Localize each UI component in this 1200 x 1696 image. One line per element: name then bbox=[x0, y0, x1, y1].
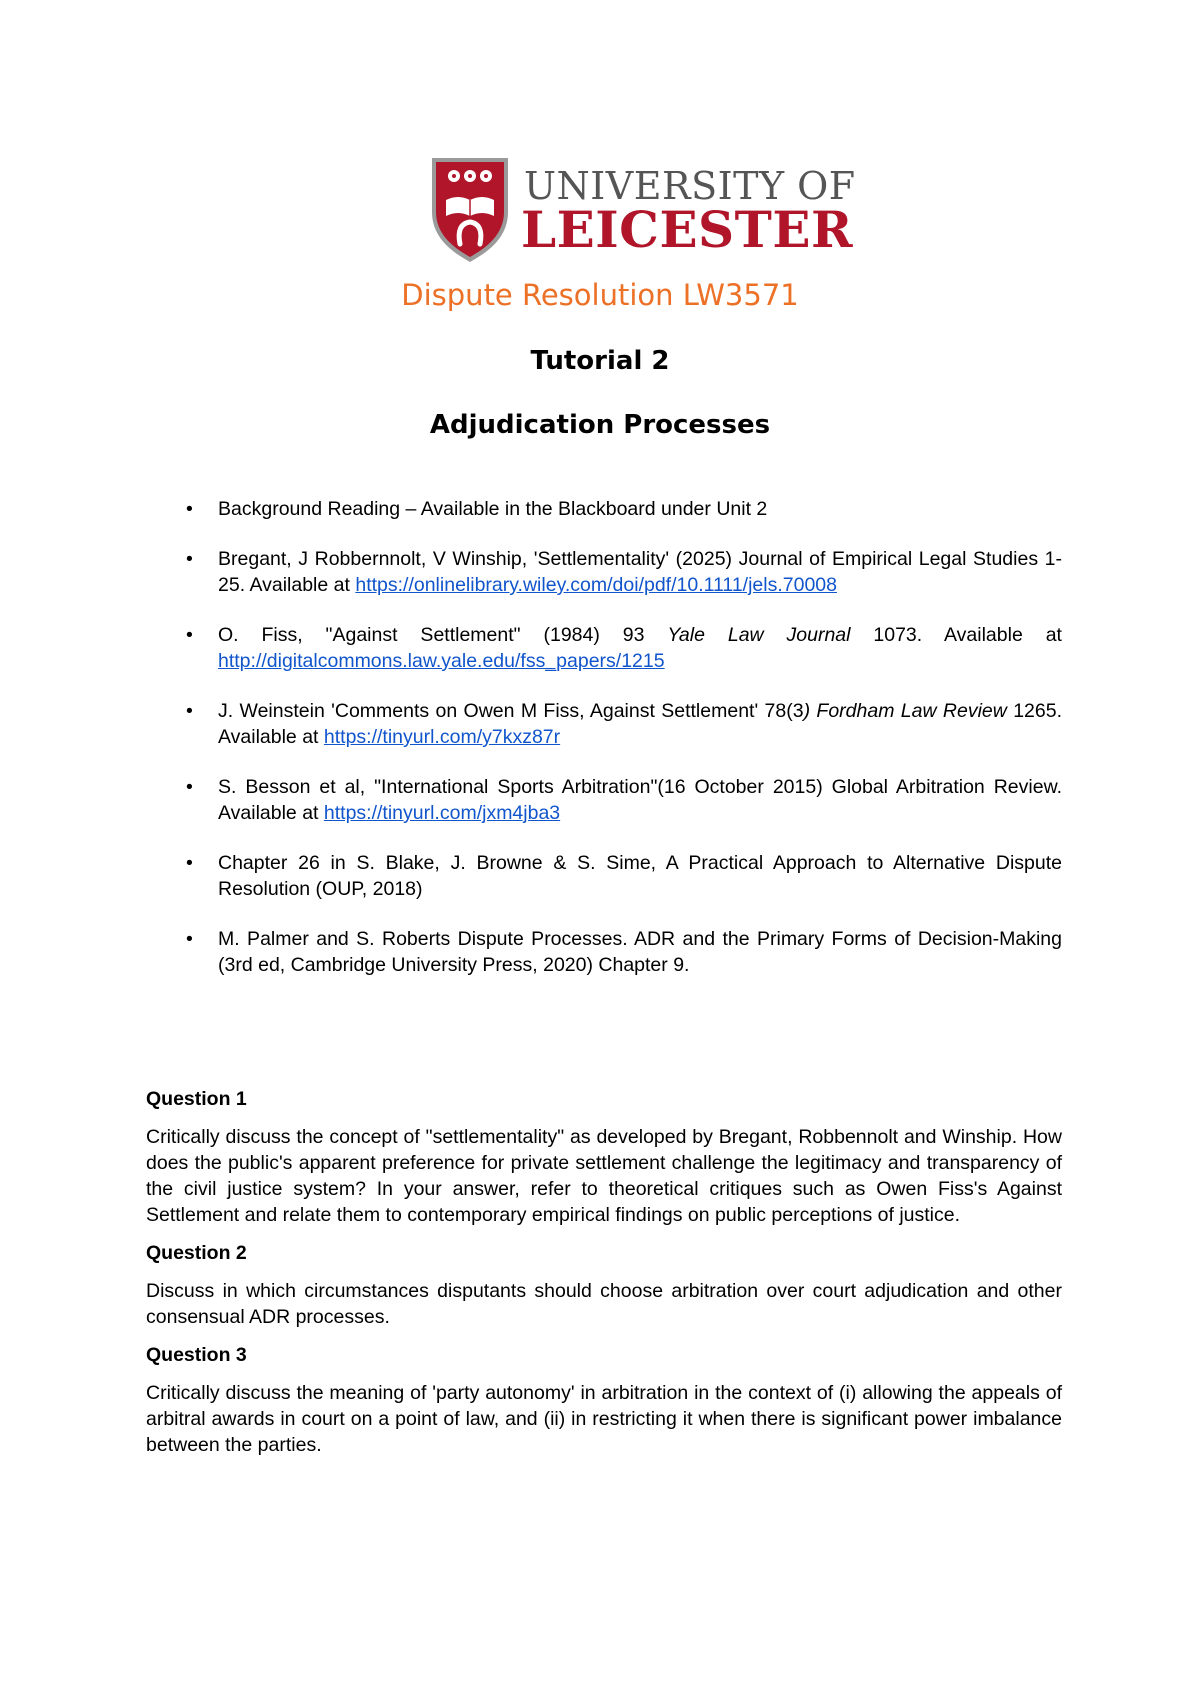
list-item bbox=[186, 774, 1062, 826]
question-body: Discuss in which circumstances disputants should choose arbitration over court adjudication and other consensual ADR processes. bbox=[146, 1280, 1062, 1328]
question-title: Question 2 bbox=[146, 1242, 247, 1264]
bullet-icon: • bbox=[186, 928, 193, 950]
bullet-icon: • bbox=[186, 852, 193, 874]
reading-list bbox=[186, 496, 1062, 1002]
bullet-icon: • bbox=[186, 700, 193, 722]
reading-link[interactable]: https://tinyurl.com/y7kxz87r bbox=[323, 726, 561, 748]
question-title: Question 3 bbox=[146, 1344, 247, 1366]
reading-text: 1073. Available at bbox=[850, 624, 1062, 646]
logo-text-line1: UNIVERSITY OF bbox=[524, 164, 856, 208]
reading-text: Chapter 26 in S. Blake, J. Browne & S. Sime, A Practical Approach to Alternative Dispute Resolution (OUP, 2018) bbox=[218, 852, 1062, 900]
reading-link[interactable]: https://onlinelibrary.wiley.com/doi/pdf/10.1111/jels.70008 bbox=[355, 574, 837, 596]
reading-text: J. Weinstein 'Comments on Owen M Fiss, Against Settlement' 78(3 bbox=[218, 700, 804, 722]
questions-section bbox=[146, 1086, 1062, 1470]
list-item bbox=[186, 698, 1062, 750]
tutorial-title: Tutorial 2 bbox=[530, 346, 670, 376]
question-body: Critically discuss the concept of "settlementality" as developed by Bregant, Robbennolt and Winship. How does the public's apparent preference for private settlement challenge the legitimacy and transparency of the civil justice system? In your answer, refer to theoretical critiques such as Owen Fiss's Against Settlement and relate them to contemporary empirical findings on public perceptions of justice. bbox=[146, 1126, 1062, 1226]
bullet-icon: • bbox=[186, 498, 193, 520]
reading-text: S. Besson et al, "International Sports Arbitration"(16 October 2015) Global Arbitration Review. Available at bbox=[218, 776, 1062, 824]
question-body: Critically discuss the meaning of 'party autonomy' in arbitration in the context of (i) allowing the appeals of arbitral awards in court on a point of law, and (ii) in restricting it when there is significant power imbalance between the parties. bbox=[146, 1382, 1062, 1456]
reading-link[interactable]: https://tinyurl.com/jxm4jba3 bbox=[323, 802, 561, 824]
journal-title: Yale Law Journal bbox=[667, 624, 851, 646]
reading-text: Bregant, J Robbernnolt, V Winship, 'Settlementality' (2025) Journal of Empirical Legal Studies 1-25. Available at bbox=[218, 548, 1062, 596]
list-item bbox=[186, 496, 1062, 522]
list-item bbox=[186, 546, 1062, 598]
list-item bbox=[186, 926, 1062, 978]
list-item bbox=[186, 850, 1062, 902]
bullet-icon: • bbox=[186, 548, 193, 570]
logo-text-line2: LEICESTER bbox=[521, 200, 854, 259]
question-title: Question 1 bbox=[146, 1088, 247, 1110]
journal-title: ) Fordham Law Review bbox=[803, 700, 1007, 722]
bullet-icon: • bbox=[186, 624, 193, 646]
bullet-icon: • bbox=[186, 776, 193, 798]
course-title: Dispute Resolution LW3571 bbox=[401, 278, 799, 312]
reading-link[interactable]: http://digitalcommons.law.yale.edu/fss_papers/1215 bbox=[218, 650, 665, 672]
topic-title: Adjudication Processes bbox=[429, 410, 771, 440]
reading-text: Background Reading – Available in the Blackboard under Unit 2 bbox=[218, 498, 768, 520]
reading-text: M. Palmer and S. Roberts Dispute Processes. ADR and the Primary Forms of Decision-Making (3rd ed, Cambridge University Press, 2020) Chapter 9. bbox=[218, 928, 1062, 976]
reading-text: 1265. Available at bbox=[218, 700, 1063, 748]
list-item bbox=[186, 622, 1062, 674]
reading-text: O. Fiss, "Against Settlement" (1984) 93 bbox=[218, 624, 668, 646]
